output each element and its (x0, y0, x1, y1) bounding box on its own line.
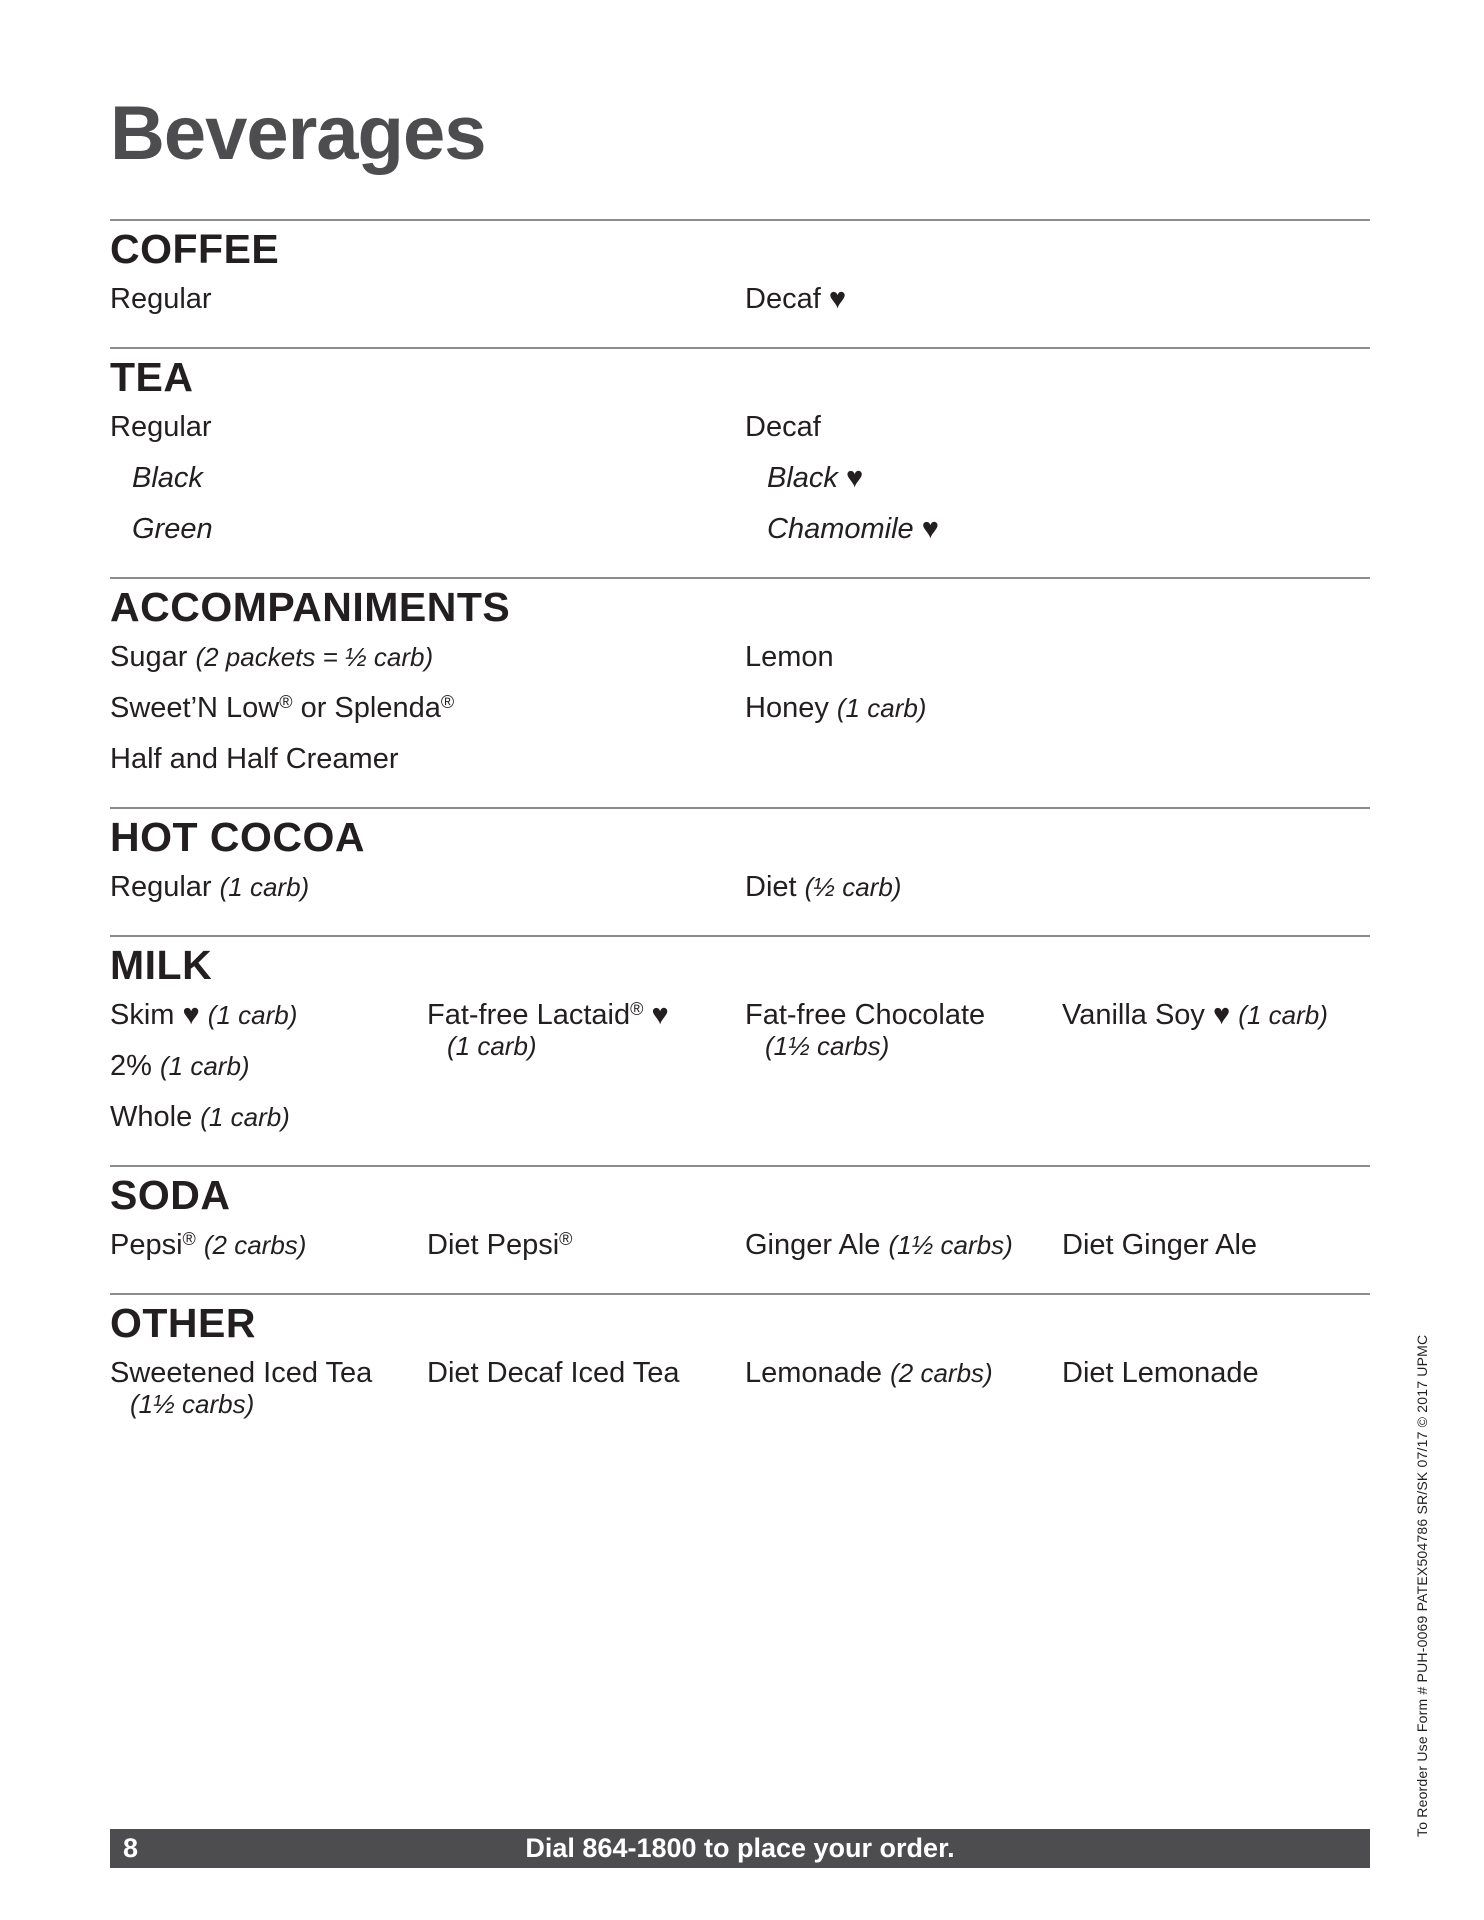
heart-icon: ♥ (651, 999, 669, 1031)
heart-icon: ♥ (828, 283, 847, 315)
carb-note: (1 carb) (1238, 1000, 1328, 1030)
tea-regular-black: Black (132, 462, 203, 494)
accompaniment-lemon: Lemon (745, 641, 834, 673)
page-title: Beverages (110, 91, 486, 176)
coffee-decaf: Decaf ♥ (745, 283, 847, 315)
accompaniment-sweeteners: Sweet’N Low® or Splenda® (110, 692, 455, 724)
page-number: 8 (123, 1833, 139, 1863)
section-title-tea: TEA (110, 354, 194, 400)
milk-two-percent: 2% (1 carb) (110, 1050, 250, 1082)
carb-note: (1 carb) (159, 1051, 250, 1081)
carb-note: (1 carb) (447, 1030, 537, 1061)
carb-note: (1½ carbs) (765, 1030, 890, 1061)
other-diet-decaf-iced-tea: Diet Decaf Iced Tea (427, 1357, 680, 1389)
coffee-regular: Regular (110, 283, 212, 315)
soda-pepsi: Pepsi® (2 carbs) (110, 1229, 307, 1261)
footer-bar (110, 1829, 1370, 1868)
accompaniment-honey: Honey (1 carb) (745, 692, 927, 724)
tea-decaf-chamomile: Chamomile ♥ (767, 513, 939, 545)
section-milk (110, 935, 1370, 1166)
tea-decaf-black: Black ♥ (767, 462, 864, 494)
section-title-soda: SODA (110, 1172, 231, 1218)
milk-whole: Whole (1 carb) (110, 1101, 290, 1133)
section-soda (110, 1165, 1370, 1294)
soda-diet-pepsi: Diet Pepsi® (427, 1229, 573, 1261)
soda-diet-ginger-ale: Diet Ginger Ale (1062, 1229, 1258, 1261)
carb-note: (1 carb) (836, 693, 927, 723)
milk-lactaid: Fat-free Lactaid® ♥ (1 carb) (427, 999, 669, 1061)
section-title-hot-cocoa: HOT COCOA (110, 814, 366, 860)
tea-decaf: Decaf (745, 411, 821, 443)
milk-chocolate: Fat-free Chocolate (1½ carbs) (745, 999, 986, 1061)
carb-note: (1½ carbs) (888, 1230, 1013, 1260)
carb-note: (1 carb) (200, 1102, 290, 1132)
other-sweetened-iced-tea: Sweetened Iced Tea (1½ carbs) (110, 1357, 373, 1419)
heart-icon: ♥ (921, 513, 939, 545)
section-title-other: OTHER (110, 1300, 256, 1346)
heart-icon: ♥ (1213, 999, 1231, 1031)
section-hot-cocoa (110, 807, 1370, 936)
carb-note: (1 carb) (207, 1000, 298, 1030)
section-title-coffee: COFFEE (110, 226, 280, 272)
tea-regular-green: Green (132, 513, 213, 545)
section-title-milk: MILK (110, 942, 213, 988)
soda-ginger-ale: Ginger Ale (1½ carbs) (745, 1229, 1013, 1261)
carb-note: (½ carb) (804, 872, 902, 902)
section-accompaniments (110, 577, 1370, 808)
carb-note: (1½ carbs) (130, 1388, 255, 1419)
section-other (110, 1293, 1370, 1435)
footer-order-text: Dial 864-1800 to place your order. (525, 1833, 955, 1863)
reorder-note: To Reorder Use Form # PUH-0069 PATEX504786 SR/SK 07/17 © 2017 UPMC (1414, 1334, 1430, 1837)
other-lemonade: Lemonade (2 carbs) (745, 1357, 993, 1389)
section-tea (110, 347, 1370, 578)
cocoa-regular: Regular (1 carb) (110, 871, 310, 903)
heart-icon: ♥ (182, 999, 200, 1031)
accompaniment-creamer: Half and Half Creamer (110, 743, 399, 775)
heart-icon: ♥ (845, 462, 864, 494)
carb-note: (2 packets = ½ carb) (195, 642, 434, 672)
tea-regular: Regular (110, 411, 212, 443)
carb-note: (2 carbs) (890, 1358, 993, 1388)
accompaniment-sugar: Sugar (2 packets = ½ carb) (110, 641, 434, 673)
carb-note: (2 carbs) (203, 1230, 307, 1260)
carb-note: (1 carb) (219, 872, 310, 902)
milk-skim: Skim ♥ (1 carb) (110, 999, 298, 1031)
milk-vanilla-soy: Vanilla Soy ♥ (1 carb) (1062, 999, 1328, 1031)
section-coffee (110, 219, 1370, 348)
cocoa-diet: Diet (½ carb) (745, 871, 902, 903)
other-diet-lemonade: Diet Lemonade (1062, 1357, 1259, 1389)
section-title-accompaniments: ACCOMPANIMENTS (110, 584, 511, 630)
